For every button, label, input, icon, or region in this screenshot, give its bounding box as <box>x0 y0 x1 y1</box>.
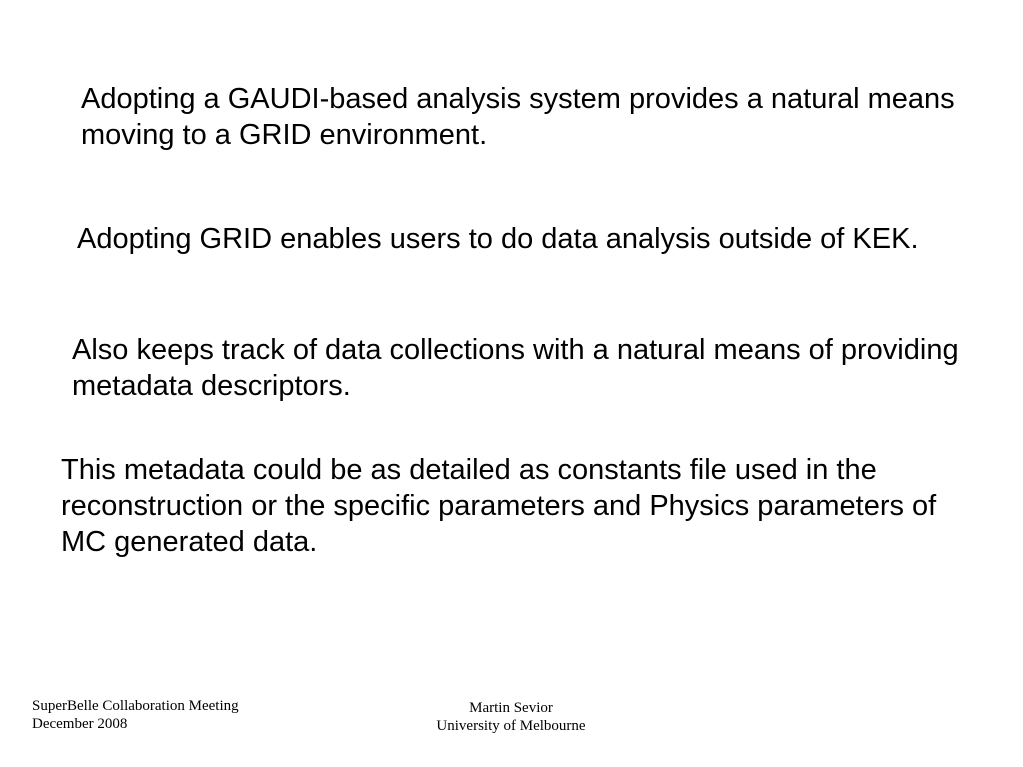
footer-meeting-info <box>32 697 239 733</box>
paragraph-metadata-detail: This metadata could be as detailed as constants file used in the reconstruction or the specific parameters and Physics parameters of MC generated data. <box>61 454 937 558</box>
footer-author-name: Martin Sevior <box>469 700 553 716</box>
footer-author-affiliation: University of Melbourne <box>436 718 586 734</box>
footer-author-info <box>406 699 616 735</box>
paragraph-grid-outside-kek: Adopting GRID enables users to do data analysis outside of KEK. <box>77 223 919 255</box>
footer-meeting-date: December 2008 <box>32 716 128 732</box>
paragraph-data-collections: Also keeps track of data collections with a natural means of providing metadata descriptors. <box>72 334 959 402</box>
footer-meeting-name: SuperBelle Collaboration Meeting <box>32 698 239 714</box>
paragraph-gaudi-grid: Adopting a GAUDI-based analysis system provides a natural means moving to a GRID environment. <box>81 83 955 151</box>
